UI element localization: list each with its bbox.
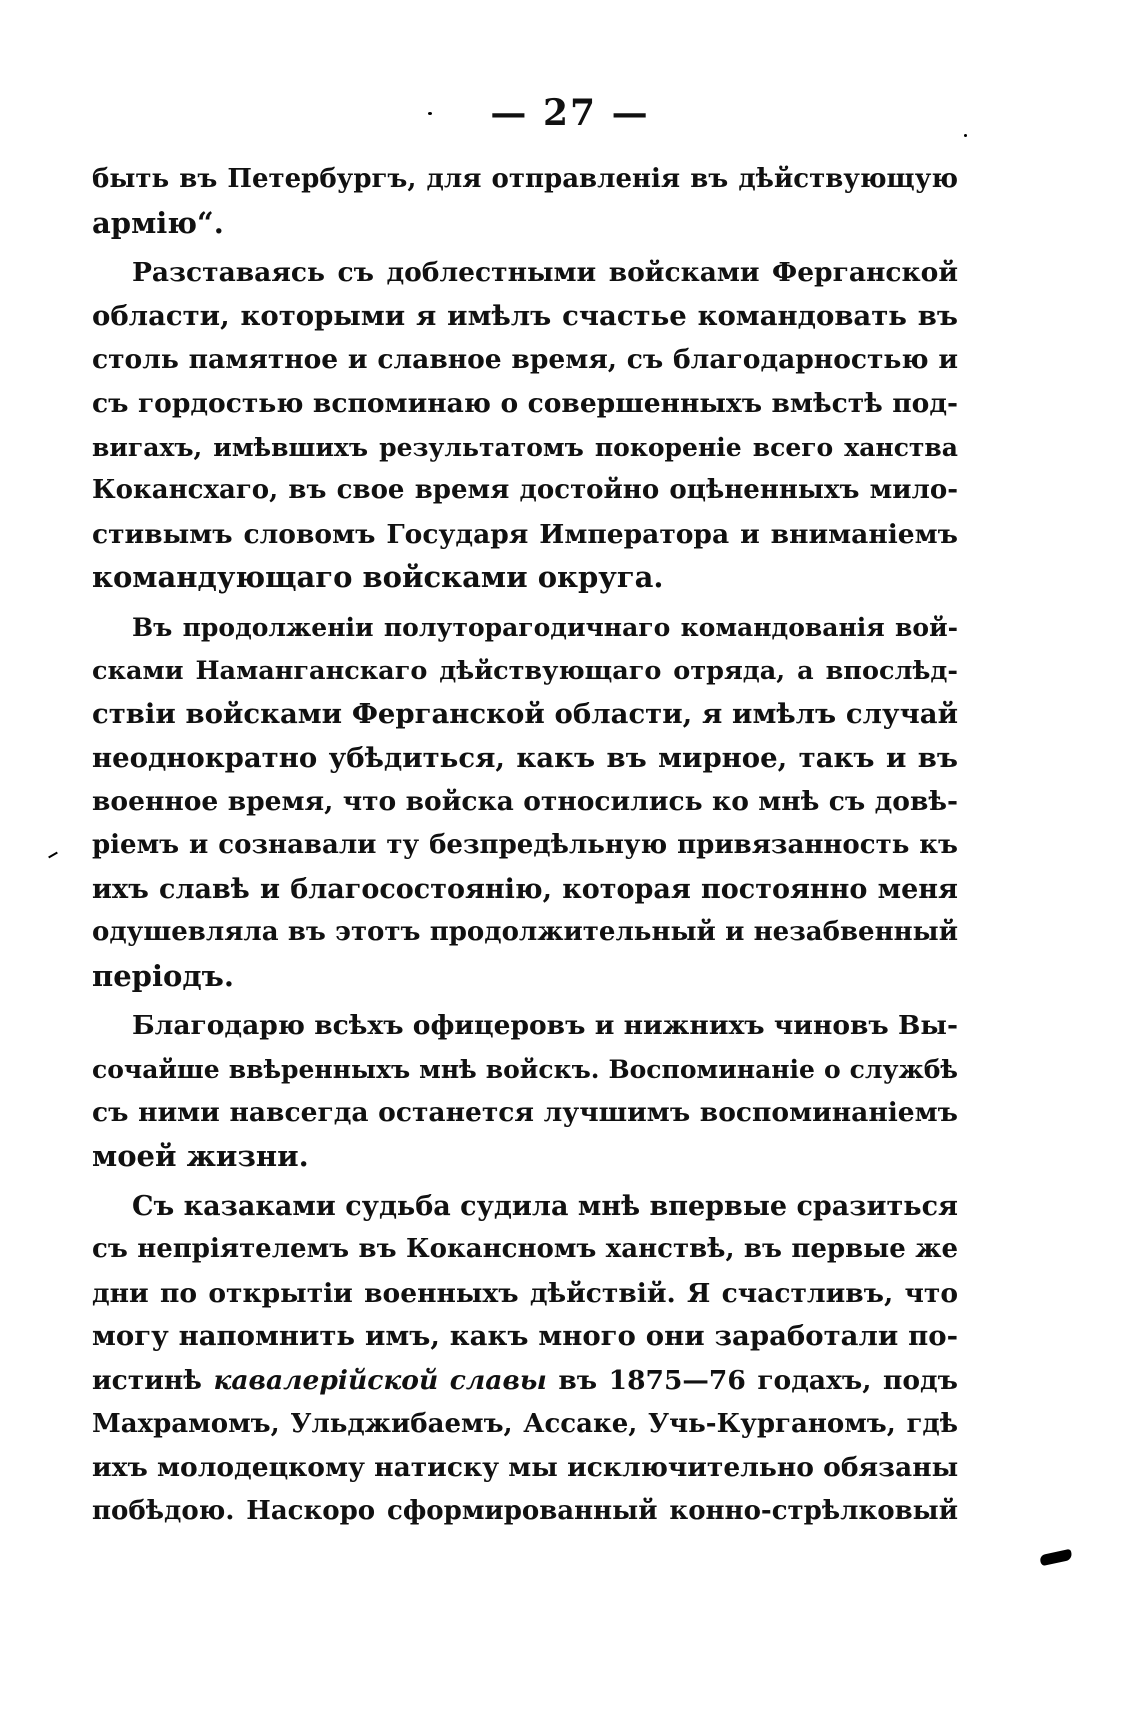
text-fragment: въ 1875—76 годахъ, подъ — [546, 1365, 959, 1397]
text-line: ихъ славѣ и благосостоянію, которая постоянно меня — [92, 873, 958, 905]
text-line: Въ продолженіи полуторагодичнаго командованія вой- — [132, 612, 958, 642]
ink-speck — [48, 852, 58, 859]
text-line: съ непріятелемъ въ Кокансномъ ханствѣ, въ первые же — [92, 1234, 958, 1265]
text-line-with-emphasis — [92, 1359, 958, 1403]
text-line: съ гордостью вспоминаю о совершенныхъ вмѣстѣ под- — [92, 387, 958, 419]
text-line: области, которыми я имѣлъ счастье командовать въ — [92, 299, 958, 332]
text-line: вигахъ, имѣвшихъ результатомъ покореніе всего ханства — [92, 432, 958, 462]
paragraph — [92, 606, 958, 998]
text-line: періодъ. — [92, 958, 234, 993]
text-line: одушевляла въ этотъ продолжительный и незабвенный — [92, 917, 958, 948]
paragraph — [92, 251, 958, 600]
text-line: командующаго войсками округа. — [92, 560, 664, 595]
text-line: армію“. — [92, 205, 224, 240]
body-text — [92, 158, 958, 1533]
paragraph — [92, 158, 958, 245]
text-line: Съ казаками судьба судила мнѣ впервые сразиться — [132, 1190, 958, 1222]
text-line: побѣдою. Наскоро сформированный конно-стрѣлковый — [92, 1495, 958, 1526]
text-line: Разставаясь съ доблестными войсками Ферганской — [132, 257, 958, 289]
paragraph — [92, 1185, 958, 1534]
text-line: ріемъ и сознавали ту безпредѣльную привязанность къ — [92, 829, 958, 860]
text-line: военное время, что войска относились ко мнѣ съ довѣ- — [92, 786, 958, 818]
text-line: съ ними навсегда останется лучшимъ воспоминаніемъ — [92, 1097, 958, 1129]
text-line: ствіи войсками Ферганской области, я имѣлъ случай — [92, 698, 958, 731]
text-line: моей жизни. — [92, 1139, 309, 1174]
text-line: Кокансхаго, въ свое время достойно оцѣненныхъ мило- — [92, 475, 958, 506]
text-line: стивымъ словомъ Государя Императора и вниманіемъ — [92, 518, 958, 550]
text-line: быть въ Петербургъ, для отправленія въ дѣйствующую — [92, 164, 958, 194]
text-line: сочайше ввѣренныхъ мнѣ войскъ. Воспоминаніе о службѣ — [92, 1054, 958, 1084]
text-line: могу напомнить имъ, какъ много они заработали по- — [92, 1320, 958, 1353]
text-line: сками Наманганскаго дѣйствующаго отряда, а впослѣд- — [92, 655, 958, 686]
page-number: — 27 — — [490, 92, 650, 134]
emphasized-text: кавалерійской славы — [213, 1365, 547, 1397]
text-line: Благодарю всѣхъ офицеровъ и нижнихъ чиновъ Вы- — [132, 1010, 958, 1042]
ink-speck — [428, 112, 432, 115]
text-line: дни по открытіи военныхъ дѣйствій. Я счастливъ, что — [92, 1277, 958, 1309]
ink-speck — [964, 134, 967, 137]
text-line: ихъ молодецкому натиску мы исключительно обязаны — [92, 1452, 959, 1484]
paragraph — [92, 1004, 958, 1178]
text-line: столь памятное и славное время, съ благодарностью и — [92, 344, 958, 376]
text-fragment: истинѣ — [92, 1365, 214, 1397]
ink-blot — [1039, 1549, 1073, 1566]
text-line: Махрамомъ, Ульджибаемъ, Ассаке, Учь-Курганомъ, гдѣ — [92, 1408, 958, 1439]
text-line: неоднократно убѣдиться, какъ въ мирное, такъ и въ — [92, 741, 958, 774]
